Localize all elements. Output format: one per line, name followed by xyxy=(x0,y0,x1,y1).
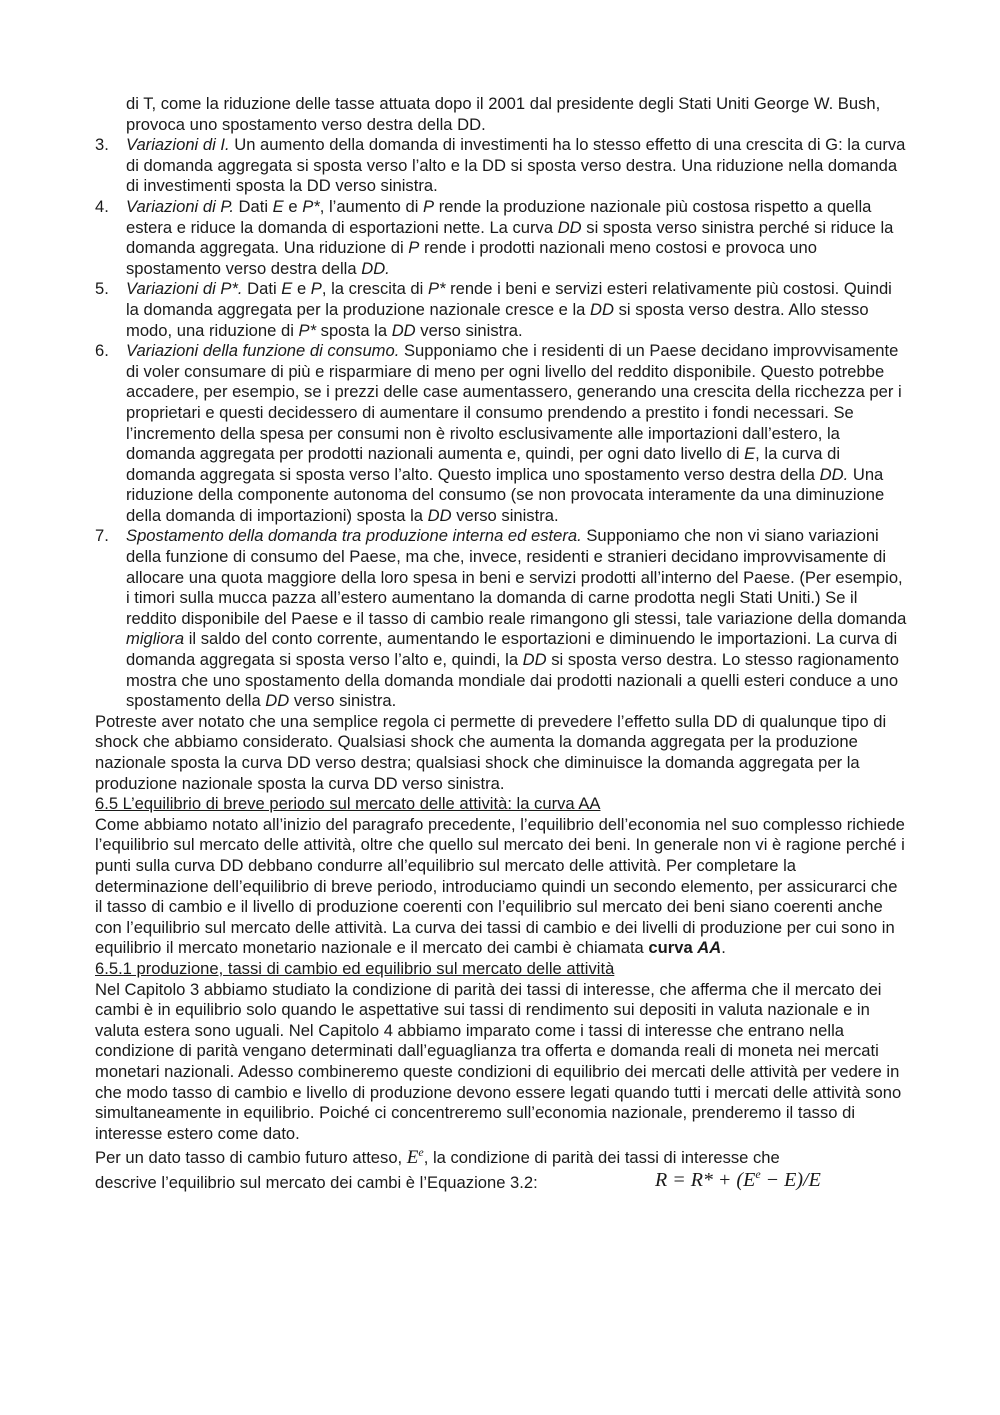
item-title: Variazioni della funzione di consumo. xyxy=(126,341,400,361)
item-title: Variazioni di P. xyxy=(126,196,234,216)
term-curva: curva xyxy=(648,938,698,958)
numbered-list xyxy=(95,135,908,712)
item-title: Variazioni di P*. xyxy=(126,279,243,299)
item-title: Spostamento della domanda tra produzione interna ed estera. xyxy=(126,526,582,546)
section-heading-6-5-1: 6.5.1 produzione, tassi di cambio ed equilibrio sul mercato delle attività xyxy=(95,958,615,978)
list-item-5: 5. Variazioni di P*. Dati E e P, la crescita di P* rende i beni e servizi esteri relativamente più costosi. Quindi la domanda aggregata per la produzione nazionale cresce e la DD si sposta verso destra. Allo stesso modo, una riduzione di P* sposta la DD verso sinistra. xyxy=(95,279,892,340)
list-item-6: 6. Variazioni della funzione di consumo. Supponiamo che i residenti di un Paese decidano improvvisamente di voler consumare di più e risparmiare di meno per ogni livello del reddito disponibile. Questo potrebbe accadere, per esempio, se i prezzi delle case aumentassero, generando una crescita della ricchezza per i proprietari e questi decidessero di aumentare il consumo prendendo a prestito i fondi necessari. Se l’incremento della spesa per consumi non è rivolto esclusivamente alle importazioni dall’estero, la domanda aggregata per prodotti nazionali aumenta e, quindi, per ogni dato livello di E, la curva di domanda aggregata si sposta verso l’alto. Questo implica uno spostamento verso destra della DD. Una riduzione della componente autonoma del consumo (se non provocata interamente da una diminuzione della domanda di importazioni) sposta la DD verso sinistra. xyxy=(95,341,902,525)
list-number: 4. xyxy=(95,196,109,216)
interest-parity-equation: $R = R* + (E^e - E)/E$ xyxy=(655,1166,821,1191)
equation-line xyxy=(95,1166,908,1199)
expected-exchange-rate-symbol: $E^e$ xyxy=(406,1145,424,1169)
list-number: 7. xyxy=(95,526,109,546)
equation-intro: descrive l’equilibrio sul mercato dei cambi è l’Equazione 3.2: xyxy=(95,1172,538,1192)
list-number: 3. xyxy=(95,135,109,155)
continuation-text: di T, come la riduzione delle tasse attuata dopo il 2001 dal presidente degli Stati Uniti George W. Bush, provoca uno spostamento verso destra della DD. xyxy=(126,94,881,134)
list-item-3: 3. Variazioni di I. Un aumento della domanda di investimenti ha lo stesso effetto di una crescita di G: la curva di domanda aggregata si sposta verso l’alto e la DD si sposta verso destra. Una riduzione nella domanda di investimenti sposta la DD verso sinistra. xyxy=(95,135,906,196)
section-heading-6-5: 6.5 L’equilibrio di breve periodo sul mercato delle attività: la curva AA xyxy=(95,794,601,814)
section-6-5-1-body: Nel Capitolo 3 abbiamo studiato la condizione di parità dei tassi di interesse, che afferma che il mercato dei cambi è in equilibrio solo quando le aspettative sui tassi di rendimento sui depositi in valuta nazionale e in valuta estera sono uguali. Nel Capitolo 4 abbiamo imparato come i tassi di interesse che entrano nella condizione di parità vengano determinati dall’eguaglianza tra offerta e domanda reali di moneta nei mercati monetari nazionali. Adesso combineremo queste condizioni di equilibrio dei mercati delle attività per vedere in che modo tasso di cambio e livello di produzione devono essere legati quando tutti i mercati delle attività sono simultaneamente in equilibrio. Poiché ci concentreremo sull’economia nazionale, prenderemo il tasso di interesse estero come dato. xyxy=(95,979,902,1143)
list-item-7: 7. Spostamento della domanda tra produzione interna ed estera. Supponiamo che non vi siano variazioni della funzione di consumo del Paese, ma che, invece, residenti e stranieri decidano improvvisamente di allocare una quota maggiore della loro spesa in beni e servizi prodotti all’interno del Paese. (Per esempio, i timori sulla mucca pazza all’estero aumentano la domanda di carne prodotta negli Stati Uniti.) Se il reddito disponibile del Paese e il tasso di cambio reale rimangono gli stessi, tale variazione della domanda migliora il saldo del conto corrente, aumentando le esportazioni e diminuendo le importazioni. La curva di domanda aggregata si sposta verso l’alto e, quindi, la DD si sposta verso destra. Lo stesso ragionamento mostra che uno spostamento della domanda mondiale dai prodotti nazionali a quelli esteri conduce a uno spostamento della DD verso sinistra. xyxy=(95,526,907,711)
term-aa: AA xyxy=(697,938,722,958)
summary-paragraph: Potreste aver notato che una semplice regola ci permette di prevedere l’effetto sulla DD di qualunque tipo di shock che abbiamo considerato. Qualsiasi shock che aumenta la domanda aggregata per la produzione nazionale sposta la curva DD verso destra; qualsiasi shock che diminuisce la domanda aggregata per la produzione nazionale sposta la curva DD verso sinistra. xyxy=(95,711,887,793)
final-paragraph: Per un dato tasso di cambio futuro atteso, $E^e$, la condizione di parità dei tassi di interesse che xyxy=(95,1145,780,1169)
list-number: 6. xyxy=(95,341,109,361)
item-title: Variazioni di I. xyxy=(126,135,230,155)
section-6-5-body: Come abbiamo notato all’inizio del paragrafo precedente, l’equilibrio dell’economia nel suo complesso richiede l’equilibrio sul mercato delle attività, oltre che quello sul mercato dei beni. In generale non vi è ragione perché i punti sulla curva DD debbano condurre all’equilibrio sul mercato delle attività. Per completare la determinazione dell’equilibrio di breve periodo, introduciamo quindi un secondo elemento, per assicurarci che il tasso di cambio e il livello di produzione coerenti con l’equilibrio sul mercato dei beni siano coerenti anche con l’equilibrio sul mercato delle attività. La curva dei tassi di cambio e dei livelli di produzione per cui sono in equilibrio il mercato monetario nazionale e il mercato dei cambi è chiamata curva AA. xyxy=(95,814,905,958)
list-number: 5. xyxy=(95,279,109,299)
list-item-4: 4. Variazioni di P. Dati E e P*, l’aumento di P rende la produzione nazionale più costosa rispetto a quella estera e riduce la domanda di esportazioni nette. La curva DD si sposta verso sinistra perché si riduce la domanda aggregata. Una riduzione di P rende i prodotti nazionali meno costosi e provoca uno spostamento verso destra della DD. xyxy=(95,196,894,278)
